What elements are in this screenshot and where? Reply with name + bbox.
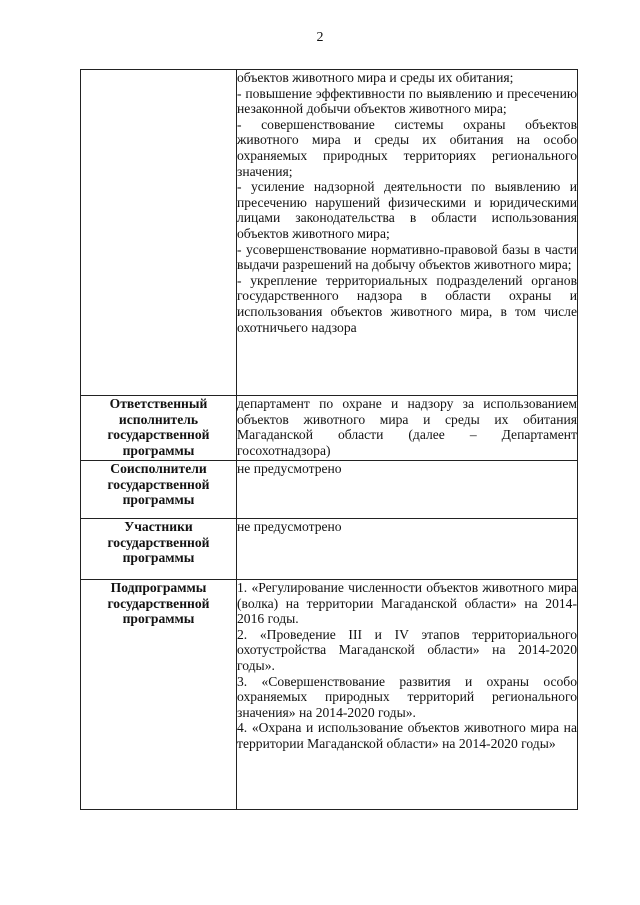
table-row-co-executors <box>81 461 578 519</box>
subprogram-item: 3. «Совершенствование развития и охраны особо охраняемых природных территорий регионального значения» на 2014-2020 годы». <box>237 673 577 720</box>
row-value-participants: не предусмотрено <box>237 519 578 580</box>
goal-item: объектов животного мира и среды их обитания; <box>237 70 514 85</box>
page-number: 2 <box>316 30 324 45</box>
program-passport-table <box>80 69 578 810</box>
goal-item: - повышение эффективности по выявлению и пресечению незаконной добычи объектов животного мира; <box>237 85 577 117</box>
row-label-responsible-executor: Ответственный исполнитель государственной программы <box>81 396 237 461</box>
table-row-responsible-executor <box>81 396 578 461</box>
table-row-participants <box>81 519 578 580</box>
row-label-co-executors: Соисполнители государственной программы <box>81 461 237 519</box>
subprogram-item: 2. «Проведение III и IV этапов территориального охотустройства Магаданской области» на 2014-2020 годы». <box>237 626 577 673</box>
row-value-goals <box>237 70 578 396</box>
row-value-co-executors: не предусмотрено <box>237 461 578 519</box>
table-row-goals-continued <box>81 70 578 396</box>
goal-item: - укрепление территориальных подразделений органов государственного надзора в области охраны и использования объектов животного мира, в том числе охотничьего надзора <box>237 272 577 335</box>
row-value-responsible-executor: департамент по охране и надзору за использованием объектов животного мира и среды их обитания Магаданской области (далее – Департамент госохотнадзора) <box>237 396 578 461</box>
goal-item: - совершенствование системы охраны объектов животного мира и среды их обитания на особо охраняемых природных территориях регионального значения; <box>237 116 577 179</box>
row-value-subprograms <box>237 580 578 810</box>
table-row-subprograms <box>81 580 578 810</box>
row-label-subprograms: Подпрограммы государственной программы <box>81 580 237 810</box>
subprogram-item: 4. «Охрана и использование объектов животного мира на территории Магаданской области» на 2014-2020 годы» <box>237 720 577 751</box>
row-label-participants: Участники государственной программы <box>81 519 237 580</box>
goal-item: - усовершенствование нормативно-правовой базы в части выдачи разрешений на добычу объектов животного мира; <box>237 241 577 273</box>
goal-item: - усиление надзорной деятельности по выявлению и пресечению нарушений физическими и юридическими лицами законодательства в области использования объектов животного мира; <box>237 179 577 241</box>
subprogram-item: 1. «Регулирование численности объектов животного мира (волка) на территории Магаданской области» на 2014-2016 годы. <box>237 580 577 627</box>
row-label-empty <box>81 70 237 396</box>
